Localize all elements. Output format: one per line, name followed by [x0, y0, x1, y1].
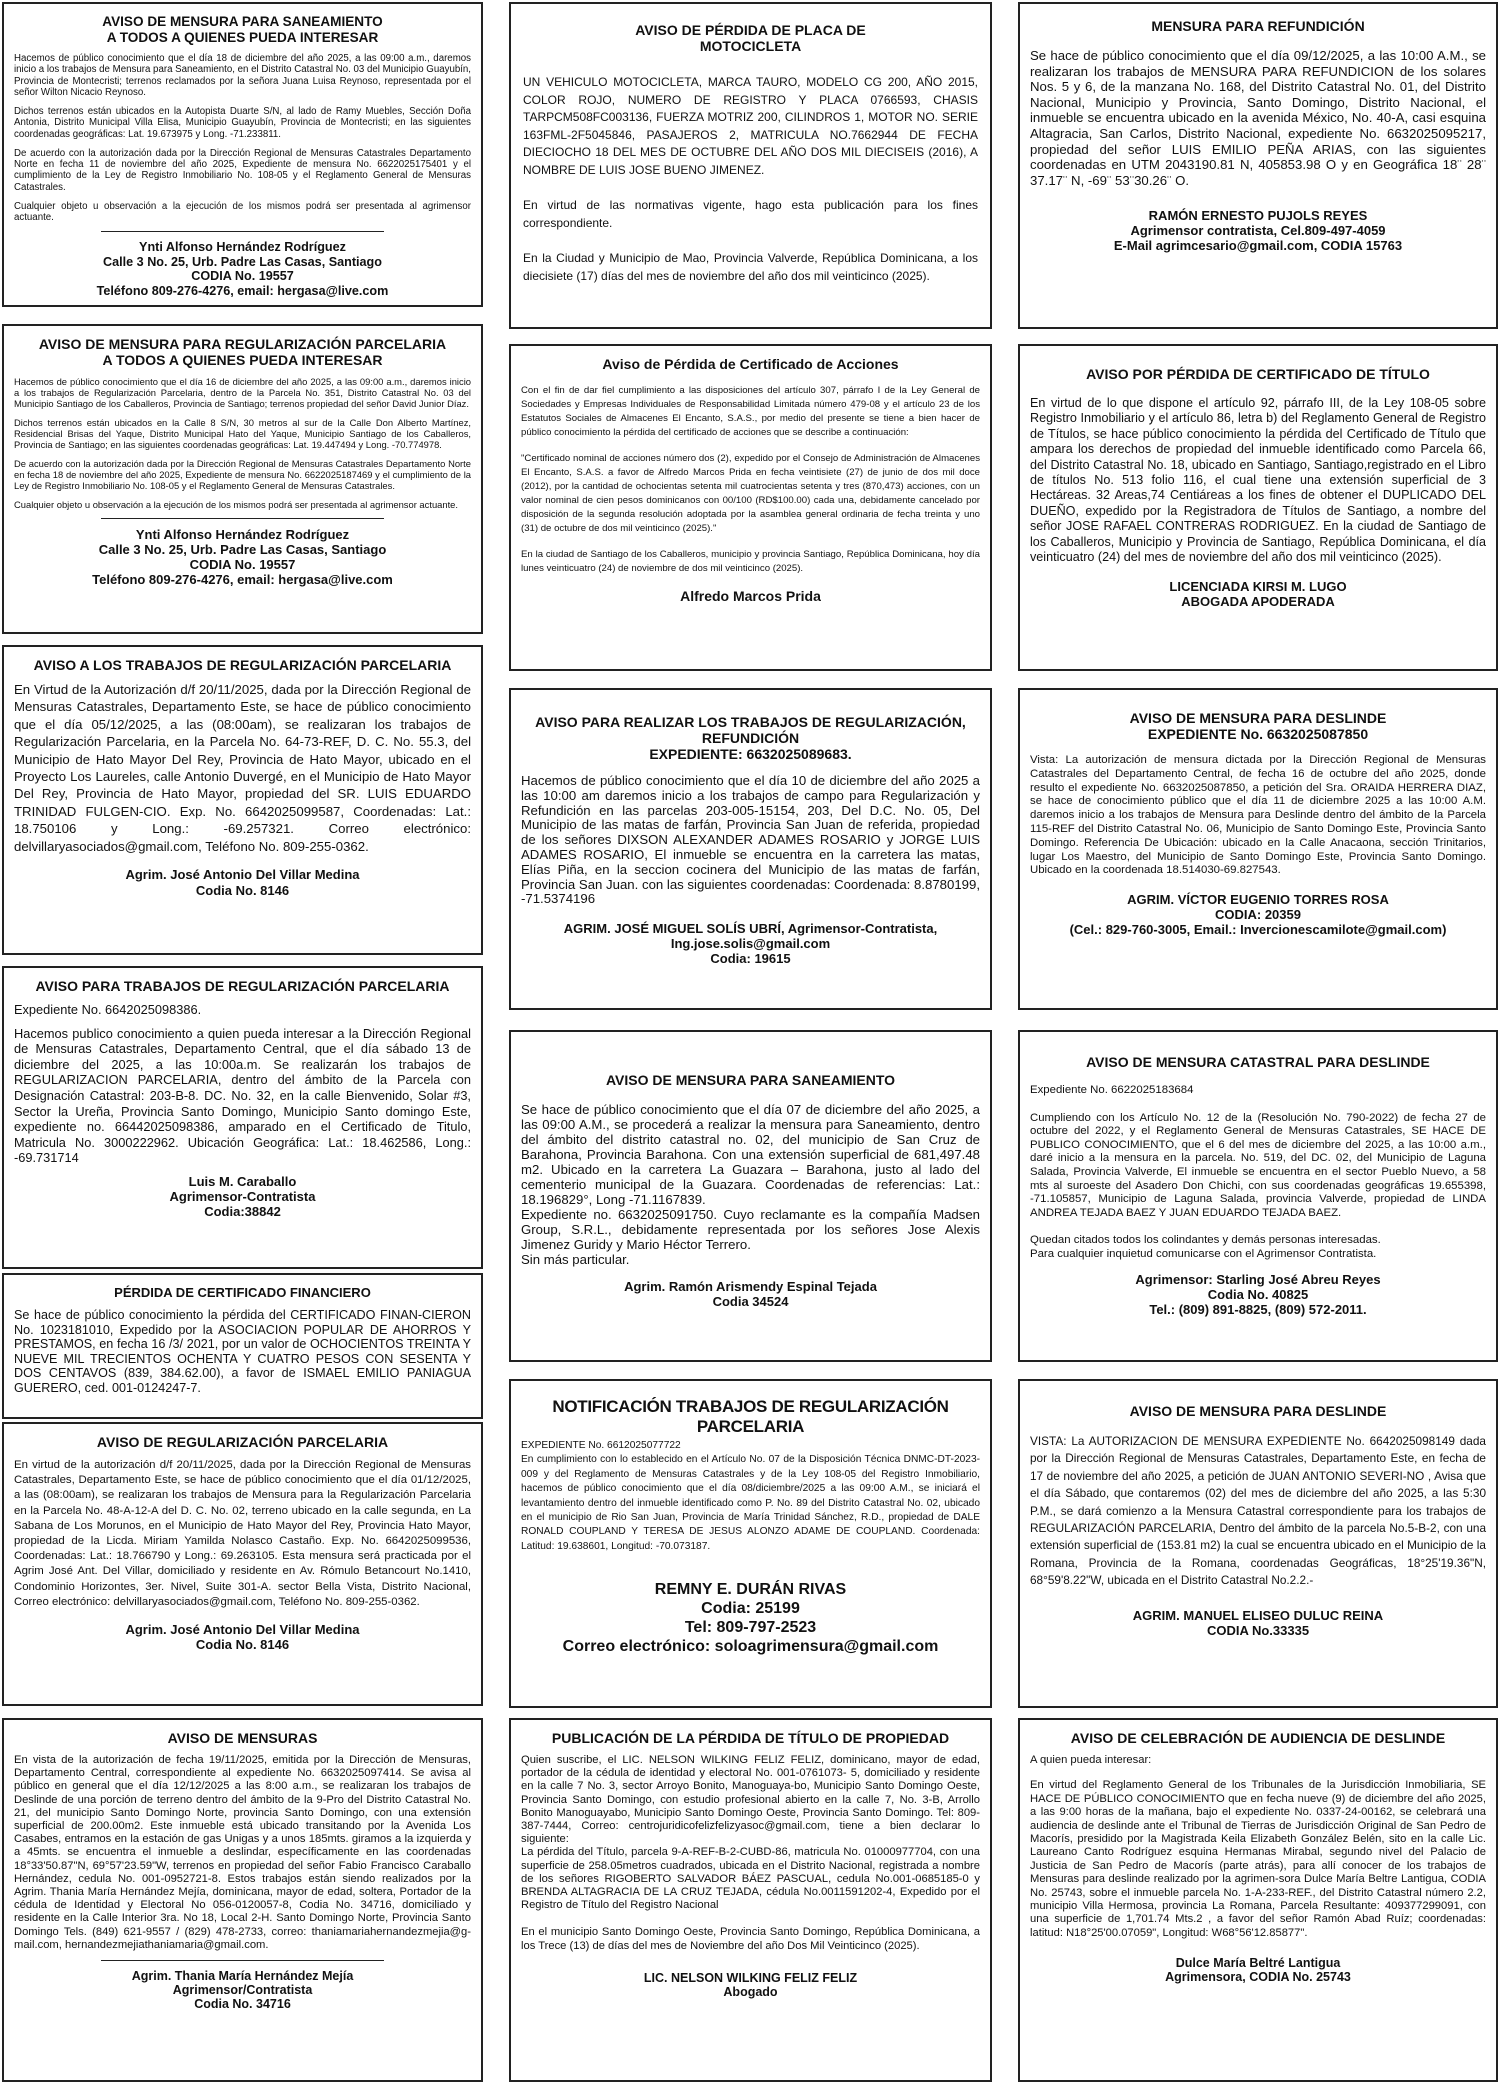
notice-paragraph: Quedan citados todos los colindantes y demás personas interesadas. Para cualquier inquietud comunicarse con el Agrimensor Contratista. — [1030, 1234, 1381, 1260]
notice-regularizacion-santiago — [2, 324, 483, 634]
notice-signature: AGRIM. MANUEL ELISEO DULUC REINA CODIA No.33335 — [1132, 1607, 1384, 1638]
notice-paragraph: Dichos terrenos están ubicados en la Autopista Duarte S/N, al lado de Ramy Muebles, Sección Doña Antonia, Distrito Municipal Villa Elisa, Municipio Guayubín, Provincia de Montecristi; en las siguientes coordenadas geográficas: Lat. 19.673975 y Long. -71.233811. — [14, 106, 471, 140]
notice-paragraph: Cualquier objeto u observación a la ejecución de los mismos podrá ser presentada al agrimensor actuante. — [14, 499, 459, 510]
notice-title: MENSURA PARA REFUNDICIÓN — [1151, 18, 1365, 34]
notice-mensura-deslinde-santo-domingo-este — [1018, 688, 1498, 1010]
notice-title: AVISO POR PÉRDIDA DE CERTIFICADO DE TÍTULO — [1086, 366, 1430, 382]
notice-regularizacion-refundicion — [509, 688, 992, 1010]
notice-signature: Agrimensor: Starling José Abreu Reyes Codia No. 40825 Tel.: (809) 891-8825, (809) 572-2011. — [1135, 1271, 1381, 1317]
notice-regularizacion-parcelaria — [2, 1422, 483, 1706]
notice-signature: RAMÓN ERNESTO PUJOLS REYES Agrimensor contratista, Cel.809-497-4059 E-Mail agrimcesario@gmail.com, CODIA 15763 — [1113, 208, 1403, 254]
notice-paragraph: "Certificado nominal de acciones número dos (2), expedido por el Consejo de Administración de Almacenes El Encanto, S.A.S. a favor de Alfredo Marcos Prida en fecha veintisiete (27) de junio de dos mil doce (2012), por la cantidad de ochocientas setenta mil cuatrocientas setenta y tres (870,473) acciones, con un valor nominal de cien pesos dominicanos con 00/100 (RD$100.00) cada una, debidamente cancelado por disposición de la segunda resolución adoptada por la asamblea general ordinaria de fecha treinta y uno (31) de octubre de dos mil veinticinco (2025)." — [521, 453, 980, 534]
notice-signature: AGRIM. VÍCTOR EUGENIO TORRES ROSA CODIA: 20359 (Cel.: 829-760-3005, Email.: Invercionescamilote@gmail.com) — [1069, 892, 1447, 938]
notice-paragraph: Hacemos de público conocimiento que el día 10 de diciembre del año 2025 a las 10:00 am daremos inicio a los trabajos de campo para Regularización y Refundición en las parcelas 203-005-15154, 203, Del D.C. No. 05, Del Municipio de las matas de farfán, Provincia San Juan de referida, propiedad de los señores DIXSON ALEXANDER ADAMES ROSARIO y JORGE LUIS ADAMES ROSARIO, El inmueble se encuentra en la carretera las matas, Elías Piña, en la seccion cocinera del Municipio de las matas de farfán, Provincia San Juan. con las siguientes coordenadas: Coordenada: 8.8780199, -71.5374196 — [521, 773, 980, 907]
notice-trabajos-regularizacion — [2, 966, 483, 1269]
notice-mensura-deslinde-la-romana — [1018, 1379, 1498, 1708]
notice-paragraph: En virtud del Reglamento General de los Tribunales de la Jurisdicción Inmobiliaria, SE HACE DE PÚBLICO CONOCIMIENTO que en fecha nueve (9) de diciembre del año 2025, a las 9:00 horas de la mañana, bajo el expediente No. 0337-24-00162, se celebrará una audiencia de deslinde ante el Tribunal de Tierras de Jurisdicción Original de San Pedro de Macorís, presidido por la Magistrada Keila Elizabeth González Belén, sito en la calle Lic. Laureano Canto Rodríguez esquina Hermanas Mirabal, segundo nivel del Palacio de Justicia de San Pedro de Macorís (parte atrás), para allí conocer de los trabajos de Mensuras para deslinde realizado por la agrimen-sora Dulce María Beltre Lantigua, CODIA No. 25743, sobre el inmueble parcela No. 1-A-233-REF., del Distrito Catastral número 2.2, municipio Villa Hermosa, provincia La Romana, Parcela Resultante: 409377299091, con una superficie de 1,701.74 Mts.2 , a favor del señor Ramón Abad Ruíz; coordenadas: latitud: N18°25'00.07059", Longitud: W68°56'12.85877". — [1030, 1779, 1486, 1939]
notice-paragraph: VISTA: La AUTORIZACION DE MENSURA EXPEDIENTE No. 6642025098149 dada por la Dirección Regional de Mensuras Catastrales, Departamento Este, en fecha de 17 de noviembre del año 2025, a petición de JUAN ANTONIO SEVERI-NO , Avisa que el día Sábado, que contaremos (02) del mes de diciembre del año 2025, a las 5:30 P.M., se dará comienzo a la Mensura Catastral correspondiente para los trabajos de REGULARIZACIÓN PARCELARIA, Dentro del ámbito de la parcela No.5-B-2, con una extensión superficial de (153.81 m2) la cual se encuentra ubicado en el Municipio de la Romana, Provincia de la Romana, coordenadas Geográficas, 18°25'19.36"N, 68°59'8.22"W, ubicada en el Distrito Catastral No.2.2.- — [1030, 1434, 1486, 1588]
notice-title: AVISO DE MENSURA PARA SANEAMIENTO — [605, 1072, 896, 1088]
signature-line — [101, 231, 384, 232]
notice-paragraph: Dichos terrenos están ubicados en la Calle 8 S/N, 30 metros al sur de la Calle Don Alberto Martínez, Residencial Brisas del Yaque, Distrito Municipal Hato del Yaque, Municipio Santiago de los Caballeros, Provincia de Santiago; en las siguientes coordenadas geográficas: Lat. 19.447494 y Long. -70.774978. — [14, 417, 471, 450]
notice-paragraph: Con el fin de dar fiel cumplimiento a las disposiciones del artículo 307, párrafo I de la Ley General de Sociedades y Empresas Individuales de Responsabilidad Limitada número 479-08 y el artículo 23 de los Estatutos Sociales de Almacenes El Encanto, S.A.S., por medio del presente se tiene a bien hacer de público conocimiento la pérdida del certificado de acciones que se describe a continuación: — [521, 385, 980, 438]
notice-paragraph: En Virtud de la Autorización d/f 20/11/2025, dada por la Dirección Regional de Mensuras Catastrales, Departamento Este, se hace de público conocimiento que el día 05/12/2025, a las (08:00am), se realizaran los trabajos de Regularización Parcelaria, en la Parcela No. 64-73-REF, D. C. No. 55.3, del Municipio de Hato Mayor Del Rey, Provincia de Hato Mayor, ubicado en el Proyecto Los Laureles, calle Antonio Duvergé, en el Municipio de Hato Mayor Del Rey, Provincia de Hato Mayor, propiedad del SR. LUIS EDUARDO TRINIDAD FULGEN-CIO. Exp. No. 6642025099587, Coordenadas: Lat.: 18.750106 y Long.: -69.257321. Correo electrónico: delvillaryasociados@gmail.com, Teléfono No. 809-255-0362. — [14, 682, 471, 854]
notice-title: AVISO DE CELEBRACIÓN DE AUDIENCIA DE DESLINDE — [1070, 1730, 1446, 1746]
notice-paragraph: Hacemos publico conocimiento a quien pueda interesar a la Dirección Regional de Mensuras Catastrales, Departamento Central, que el día sábado 13 de diciembre del 2025, a las 10:00a.m. Se realizarán los trabajos de REGULARIZACION PARCELARIA, dentro del ámbito de la Parcela con Designación Catastral: 203-B-8. DC. No. 32, en la calle Bienvenido, Solar #3, Sector la Ureña, Provincia Santo Domingo, Municipio Santo domingo Este, expediente no. 6644202509838​6, amparado en el Certificado de Titulo, Matricula No. 3000222962. Ubicación Geográfica: Lat.: 18.462586, Long.: -69.731714 — [14, 1025, 471, 1166]
notice-perdida-placa-motocicleta — [509, 2, 992, 329]
notice-title: PÉRDIDA DE CERTIFICADO FINANCIERO — [114, 1285, 371, 1300]
notice-perdida-certificado-titulo — [1018, 344, 1498, 671]
notice-paragraph: Cualquier objeto u observación a la ejecución de los mismos podrá ser presentada al agrimensor actuante. — [14, 200, 471, 224]
notice-title: AVISO PARA TRABAJOS DE REGULARIZACIÓN PARCELARIA — [35, 978, 450, 994]
notice-signature: Ynti Alfonso Hernández Rodríguez Calle 3 No. 25, Urb. Padre Las Casas, Santiago CODIA No. 19557 Teléfono 809-276-4276, email: hergasa@live.com — [92, 527, 393, 587]
notice-paragraph: Vista: La autorización de mensura dictada por la Dirección Regional de Mensuras Catastrales del Departamento Central, de fecha 16 de octubre del año 2025, donde resulto el expediente No. 6632025087850, a petición del Sra. ORAIDA HERRERA DIAZ, se hace de conocimiento público que el día 11 de diciembre 2025 a las 10:00 A.M. daremos inicio a los trabajos de Mensura para Deslinde dentro del ámbito de la Parcela 115-REF del Distrito Catastral No. 06, Municipio de Santo Domingo Este, Provincia Santo Domingo. Referencia De Ubicación: ubicado en la Calle Anacaona, sección Trinitarios, lugar Los Maestro, del Municipio de Santo Domingo Este, Provincia Santo Domingo. Ubicado en la coordenada 18.514030-69.827543. — [1030, 754, 1486, 877]
notice-regularizacion-hato-mayor — [2, 645, 483, 955]
signature-line — [101, 518, 384, 519]
notice-paragraph: En cumplimiento con lo establecido en el Artículo No. 07 de la Disposición Técnica DNMC-DT-2023-009 y del Reglamento de Mensuras Catastrales y de la Ley 108-05 del Registro Inmobiliario, hacemos de público conocimiento que el día 08/diciembre/2025 a las 09:00 A.M., se iniciará el levantamiento dentro del inmueble identificado como P. No. 89 del Distrito Catastral No. 02, ubicado en el municipio de Rio San Juan, Provincia de María Trinidad Sánchez, R.D., propiedad de DALE RONALD COUPLAND Y TERESA DE JESUS ALONZO ADAME DE COUPLAND. Coordenada: Latitud: 19.638601, Longitud: -70.073187. — [521, 1454, 980, 1552]
notice-paragraph: Expediente No. 6642025098386. — [14, 1002, 202, 1017]
notice-notificacion-regularizacion — [509, 1379, 992, 1708]
notice-signature: Ynti Alfonso Hernández Rodríguez Calle 3 No. 25, Urb. Padre Las Casas, Santiago CODIA No. 19557 Teléfono 809-276-4276, email: hergasa@live.com — [96, 240, 389, 298]
notice-title: AVISO DE MENSURAS — [167, 1730, 318, 1746]
notice-paragraph: En vista de la autorización de fecha 19/11/2025, emitida por la Dirección de Mensuras, Departamento Central, correspondiente al expediente No. 6632025097414. Se avisa al público en general que el día 12/12/2025 a las 8:00 a.m., se realizaran los trabajos de Deslinde de una porción de terreno dentro del ámbito de la 9-Pro del Distrito Catastral No. 21, del municipio Santo Domingo Norte, provincia Santo Domingo, con una extensión superficial de 200.00m2. Este inmueble está ubicado transitando por la Avenida Los Casabes, entramos en la estación de gas Unigas y a unos 185mts. giramos a la izquierda y a 45mts. se encuentra el inmueble a deslindar, específicamente en las coordenadas 18°33'50.87"N, 69°57'23.59"W, terrenos en propiedad del señor Fabio Francisco Caraballo Hernández, cedula No. 001-0952721-8. Estos trabajos están siendo realizados por la Agrim. Thania María Hernández Mejía, dominicana, mayor de edad, soltera, Portador de la cédula de Identidad y Electoral No 056-0120057-8, Codia No. 34716, domiciliado y residente en la Calle Interior 3ra. No 18, Local 2-H. Santo Domingo Norte, Provincia Santo Domingo Tels. (849) 621-9557 / (829) 478-2733, correo: thaniamariahernandezmejia@g-mail.com, hernandezmejiathaniamaria@gmail.com. — [14, 1754, 471, 1951]
notice-paragraph: A quien pueda interesar: — [1030, 1754, 1152, 1766]
notice-title: AVISO A LOS TRABAJOS DE REGULARIZACIÓN PARCELARIA — [33, 657, 452, 673]
notice-title: PUBLICACIÓN DE LA PÉRDIDA DE TÍTULO DE PROPIEDAD — [551, 1730, 950, 1746]
notice-paragraph: En la ciudad de Santiago de los Caballeros, municipio y provincia Santiago, República Dominicana, hoy día lunes veinticuatro (24) de noviembre de dos mil veinticinco (2025). — [521, 549, 980, 574]
notice-signature: Agrim. Ramón Arismendy Espinal Tejada Codia 34524 — [624, 1279, 877, 1309]
notice-mensura-saneamiento-barahona — [509, 1030, 992, 1362]
notice-title: AVISO DE MENSURA PARA DESLINDE — [1129, 1403, 1387, 1419]
notice-title: AVISO DE REGULARIZACIÓN PARCELARIA — [96, 1434, 389, 1450]
notice-signature: REMNY E. DURÁN RIVAS Codia: 25199 Tel: 809-797-2523 Correo electrónico: soloagrimensura@gmail.com — [562, 1581, 939, 1656]
notice-paragraph: UN VEHICULO MOTOCICLETA, MARCA TAURO, MODELO CG 200, AÑO 2015, COLOR ROJO, NUMERO DE REGISTRO Y PLACA 0766593, CHASIS TARPCM508FC003136, FUERZA MOTRIZ 200, CILINDROS 1, MOTOR NO. SERIE 163FML-2F5045846, PASAJEROS 2, MATRICULA NO.7662944 DE FECHA DIECIOCHO 18 DEL MES DE OCTUBRE DEL AÑO DOS MIL DIECISEIS (2016), A NOMBRE DE LUIS JOSE BUENO JIMENEZ. — [523, 75, 978, 177]
notice-signature: Dulce María Beltré Lantigua Agrimensora, CODIA No. 25743 — [1165, 1956, 1351, 1985]
notice-celebracion-audiencia-deslinde — [1018, 1718, 1498, 2082]
notice-publicacion-perdida-titulo — [509, 1718, 992, 2082]
notice-paragraph: En virtud de lo que dispone el artículo 92, párrafo III, de la Ley 108-05 sobre Registro Inmobiliario y el artículo 86, letra b) del Reglamento General de Registro de Títulos, se hace público conocimiento la pérdida del Certificado de Título que ampara los derechos de propiedad del inmueble identificado como Parcela 66, del Distrito Catastral No. 18, ubicado en Santiago, Santiago,registrado en el Libro de títulos No. 513 folio 116, el cual tiene una extensión superficial de 3 Hectáreas. 32 Areas,74 Centiáreas a los fines de obtener el DUPLICADO DEL DUEÑO, expedido por la Registradora de Títulos de Santiago, a nombre del señor JOSE RAFAEL CONTRERAS RODRIGUEZ. En la ciudad de Santiago de los Caballeros, Municipio y Provincia de Santiago, República Dominicana, el día veinticuatro (24) del mes de noviembre del año dos mil veinticinco (2025). — [1030, 396, 1486, 565]
notice-signature: Agrim. José Antonio Del Villar Medina Codia No. 8146 — [125, 1622, 360, 1653]
notice-signature: LICENCIADA KIRSI M. LUGO ABOGADA APODERADA — [1169, 579, 1347, 610]
notice-signature: AGRIM. JOSÉ MIGUEL SOLÍS UBRÍ, Agrimensor-Contratista, Ing.jose.solis@gmail.com Codia: 19615 — [563, 921, 938, 967]
notice-paragraph: Quien suscribe, el LIC. NELSON WILKING FELIZ FELIZ, dominicano, mayor de edad, portador de la cédula de identidad y electoral No. 001-0761073- 5, domiciliado y residente en la calle 7 No. 3, sector Arroyo Bonito, Manoguaya-bo, Municipio Santo Domingo Oeste, Provincia Santo Domingo, con estudio profesional abierto en la calle 7, No. 3-B, Arrollo Bonito Manoguayabo, Municipio Santo Domingo Oeste, Provincia Santo Domingo. Tel: 809-387-7444, Correo: centrojuridicofelizfelizyasoc@gmail.com, tiene a bien declarar lo siguiente: La pérdida del Título, parcela 9-A-REF-B-2-CUBD-86, matricula No. 01000977704, con una superficie de 258.05metros cuadrados, ubicada en el Distrito Nacional, registrada a nombre de los señores RIGOBERTO SALVADOR BÁEZ PASCUAL, cedula No.001-0685185-0 y BRENDA ALTAGRACIA DE LA CRUZ TEJADA, cédula No.0011591202-4, Expedido por el Registro de Título del Registro Nacional — [521, 1754, 980, 1912]
notice-title: AVISO DE MENSURA PARA SANEAMIENTO A TODOS A QUIENES PUEDA INTERESAR — [102, 14, 383, 45]
notice-paragraph: Se hace de público conocimiento que el día 09/12/2025, a las 10:00 A.M., se realizaran los trabajos de MENSURA PARA REFUNDICION de los solares Nos. 5 y 6, de la manzana No. 168, del Distrito Catastral No. 01, del Distrito Nacional, Municipio y Provincia, Santo Domingo, Distrito Nacional, el inmueble se encuentra ubicado en la avenida México, No. 40-A, casi esquina Altagracia, San Carlos, Distrito Nacional, expediente No. 6632025095217, propiedad del señor LUIS EMILIO PEÑA ARIAS, con las siguientes coordenadas en UTM 2043190.81 N, 405853.98 O y en Geográfica 18¨ 28¨ 37.17¨ N, -69¨ 53¨30.26¨ O. — [1030, 48, 1486, 188]
signature-line — [101, 1960, 384, 1961]
notice-title: AVISO DE MENSURA PARA REGULARIZACIÓN PARCELARIA A TODOS A QUIENES PUEDA INTERESAR — [38, 336, 447, 368]
notice-paragraph: De acuerdo con la autorización dada por la Dirección Regional de Mensuras Catastrales Departamento Norte en fecha 11 de noviembre del año 2025, Expediente de mensura No. 6622025175401 y el cumplimiento de la Ley de Registro Inmobiliario No. 108-05 y el Reglamento General de Mensuras Catastrales. — [14, 147, 471, 193]
notice-paragraph: De acuerdo con la autorización dada por la Dirección Regional de Mensuras Catastrales Departamento Norte en fecha 18 de noviembre del año 2025, Expediente de mensura No. 6622025187469 y el cumplimiento de la Ley de Registro Inmobiliario No. 108-05 y el Reglamento General de Mensuras Catastrales. — [14, 458, 471, 491]
notice-paragraph: Cumpliendo con los Artículo No. 12 de la (Resolución No. 790-2022) de fecha 27 de octubre del 2022, y el Reglamento General de Mensuras Catastrales, SE HACE DE PUBLICO CONOCIMIENTO, que el 6 del mes de diciembre del 2025, a las 10:00 a.m., daré inicio a la mensura en la parcela. No. 519, del DC. 02, del Municipio de Laguna Salada, Provincia Valverde, El inmueble se encuentra en el sector Pueblo Nuevo, a 58 mts al suroeste del Asadero Don Chichi, con sus coordenadas geográficas 19.655398, -71.105857, Municipio de Laguna Salada, provincia Valverde, propiedad de LINDA ANDREA TEJADA BAEZ Y JUAN EDUARDO TEJADA BAEZ. — [1030, 1111, 1486, 1219]
notice-signature: Agrim. José Antonio Del Villar Medina Codia No. 8146 — [125, 867, 360, 899]
notice-signature: LIC. NELSON WILKING FELIZ FELIZ Abogado — [643, 1970, 858, 1999]
notice-mensura-refundicion — [1018, 2, 1498, 329]
notice-paragraph: En virtud de la autorización d/f 20/11/2025, dada por la Dirección Regional de Mensuras Catastrales, Departamento Este, se hace de público conocimiento que el día 01/12/2025, a las (08:00am), se realizaran los trabajos de Mensura para la Regularización Parcelaria en la Parcela No. 48-A-12-A del D. C. No. 02, terreno ubicado en la calle segunda, en La Sabana de Los Morunos, en el Municipio de Hato Mayor del Rey, Provincia Hato Mayor, propiedad de la Licda. Miriam Yamilda Nolasco Castaño. Exp. No. 6642025099536, Coordenadas: Lat.: 18.766790 y Long.: 69.263105. Esta mensura será practicada por el Agrim José Ant. Del Villar, domiciliado y residente en Av. Rómulo Betancourt No.1410, Condominio Horizontes, 3er. Nivel, Suite 301-A. sector Bella Vista, Distrito Nacional, Correo electrónico: delvillaryasociados@gmail.com, Teléfono No. 809-255-0362. — [14, 1459, 471, 1608]
notice-paragraph: En el municipio Santo Domingo Oeste, Provincia Santo Domingo, República Dominicana, a los Trece (13) de días del mes de Noviembre del año Dos Mil Veinticinco (2025). — [521, 1926, 980, 1952]
notice-signature: Agrim. Thania María Hernández Mejía Agrimensor/Contratista Codia No. 34716 — [131, 1969, 354, 2012]
notice-title: AVISO DE PÉRDIDA DE PLACA DE MOTOCICLETA — [635, 22, 866, 54]
notice-paragraph: Se hace de público conocimiento que el día 07 de diciembre del año 2025, a las 09:00 A.M., se procederá a realizar la mensura para Saneamiento, dentro del ámbito del distrito catastral no. 02, del municipio de San Cruz de Barahona, Provincia Barahona. Con una extensión superficial de 681,497.48 m2. Ubicado en la carretera La Guazara – Barahona, justo al lado del cementerio municipal de la Guazara. Coordenadas de referencias: Lat.: 18.196829°, Long -71.1167839. Expediente no. 6632025091750. Cuyo reclamante es la compañía Madsen Group, S.R.L., debidamente representada por los señores Jose Alexis Jimenez Guridy y Mario Héctor Terrero. Sin más particular. — [521, 1102, 980, 1267]
notice-paragraph: EXPEDIENTE No. 6612025077722 — [521, 1440, 681, 1451]
notice-aviso-de-mensuras — [2, 1718, 483, 2082]
notice-title: Aviso de Pérdida de Certificado de Acciones — [602, 356, 899, 372]
notice-mensura-catastral-deslinde — [1018, 1030, 1498, 1362]
notice-paragraph: Hacemos de público conocimiento que el día 16 de diciembre del año 2025, a las 09:00 a.m., daremos inicio a los trabajos de Regularización Parcelaria, dentro de la Parcela No. 351, Distrito Catastral No. 03 del Municipio Santiago de los Caballeros, Provincia de Santiago; terrenos propiedad del señor David Junior Díaz. — [14, 376, 471, 409]
notice-title: AVISO PARA REALIZAR LOS TRABAJOS DE REGULARIZACIÓN, REFUNDICIÓN EXPEDIENTE: 6632025089683. — [535, 714, 966, 762]
notice-paragraph: Hacemos de público conocimiento que el día 18 de diciembre del año 2025, a las 09:00 a.m., daremos inicio a los trabajos de Mensura para Saneamiento, en el Distrito Catastral No. 03 del Municipio Guayubín, Provincia de Montecristi; terrenos reclamados por la señora Juana Luisa Reynoso, representada por el señor Wilton Nicacio Reynoso. — [14, 53, 471, 98]
notice-paragraph: En la Ciudad y Municipio de Mao, Provincia Valverde, República Dominicana, a los diecisiete (17) días del mes de noviembre del año dos mil veinticinco (2025). — [523, 251, 978, 283]
notice-paragraph: Expediente No. 6622025183684 — [1030, 1084, 1194, 1096]
notice-signature: Alfredo Marcos Prida — [680, 588, 821, 604]
notice-title: AVISO DE MENSURA CATASTRAL PARA DESLINDE — [1086, 1054, 1430, 1070]
notice-title: AVISO DE MENSURA PARA DESLINDE EXPEDIENTE No. 6632025087850 — [1129, 710, 1387, 742]
notice-perdida-certificado-acciones — [509, 344, 992, 671]
notice-title: NOTIFICACIÓN TRABAJOS DE REGULARIZACIÓN PARCELARIA — [552, 1397, 949, 1436]
notice-paragraph: Se hace de público conocimiento la pérdida del CERTIFICADO FINAN-CIERON No. 1023181010, Expedido por la ASOCIACION POPULAR DE AHORROS Y PRESTAMOS, en fecha 16 /3/ 2021, por un valor de OCHOCIENTOS TREINTA Y NUEVE MIL TRECIENTOS OCHENTA Y CUATRO PESOS CON SESENTA Y DOS CENTAVOS (839, 384.62.00), a favor de ISMAEL EMILIO PANIAGUA GUERERO, ced. 001-0124247-7. — [14, 1308, 471, 1395]
notice-paragraph: En virtud de las normativas vigente, hago esta publicación para los fines correspondiente. — [523, 198, 978, 230]
notice-signature: Luis M. Caraballo Agrimensor-Contratista Codia:38842 — [169, 1173, 316, 1219]
notice-perdida-certificado-financiero — [2, 1273, 483, 1419]
notice-mensura-saneamiento-guayubin — [2, 2, 483, 307]
